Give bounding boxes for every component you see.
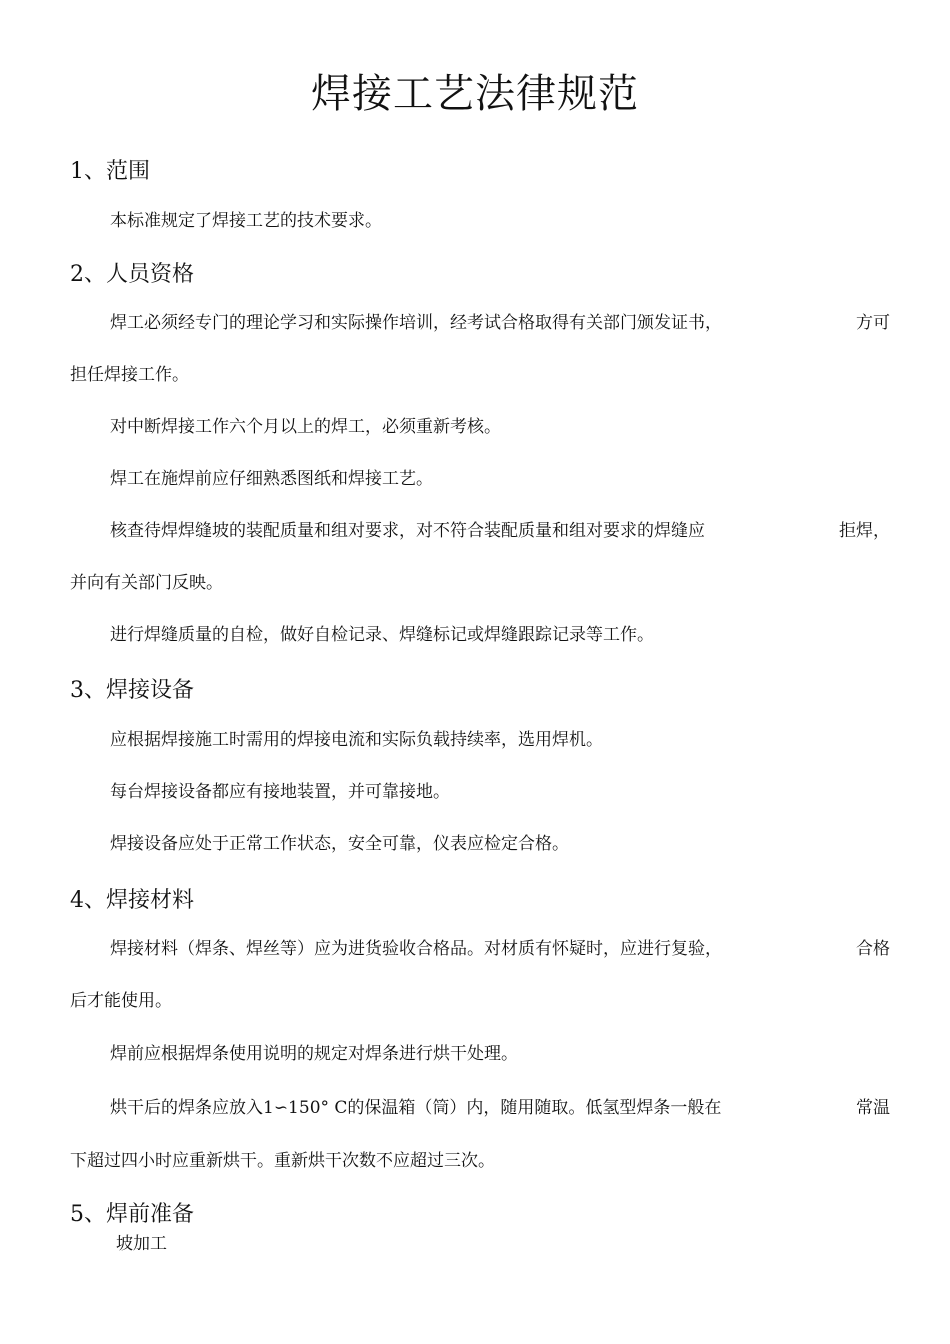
paragraph-text: 烘干后的焊条应放入1∽150° C的保温箱（筒）内，随用随取。低氢型焊条一般在 xyxy=(110,1098,722,1118)
paragraph-line: 焊工在施焊前应仔细熟悉图纸和焊接工艺。 xyxy=(110,469,433,489)
document-title: 焊接工艺法律规范 xyxy=(311,71,639,117)
paragraph-line xyxy=(70,936,890,962)
paragraph-line: 下超过四小时应重新烘干。重新烘干次数不应超过三次。 xyxy=(70,1151,495,1171)
paragraph-text: 常温 xyxy=(856,1098,890,1118)
paragraph-text: 焊接材料（焊条、焊丝等）应为进货验收合格品。对材质有怀疑时，应进行复验， xyxy=(110,939,722,959)
section-heading-personnel: 2、人员资格 xyxy=(70,262,194,287)
paragraph-text: 核查待焊焊缝坡的装配质量和组对要求，对不符合装配质量和组对要求的焊缝应 xyxy=(110,521,705,541)
section-heading-materials: 4、焊接材料 xyxy=(70,888,194,913)
paragraph-text: 合格 xyxy=(856,939,890,959)
paragraph-line xyxy=(70,518,890,544)
paragraph-text: 拒焊， xyxy=(839,521,890,541)
paragraph-line: 并向有关部门反映。 xyxy=(70,573,223,593)
paragraph-line: 应根据焊接施工时需用的焊接电流和实际负载持续率，选用焊机。 xyxy=(110,730,603,750)
paragraph-line xyxy=(70,1095,890,1121)
paragraph-line: 焊接设备应处于正常工作状态，安全可靠，仪表应检定合格。 xyxy=(110,834,569,854)
paragraph-text: 焊工必须经专门的理论学习和实际操作培训，经考试合格取得有关部门颁发证书， xyxy=(110,313,722,333)
paragraph-line: 担任焊接工作。 xyxy=(70,365,189,385)
section-heading-preparation: 5、焊前准备 xyxy=(70,1202,194,1227)
paragraph-line: 每台焊接设备都应有接地装置，并可靠接地。 xyxy=(110,782,450,802)
section-heading-equipment: 3、焊接设备 xyxy=(70,678,194,703)
paragraph-line: 后才能使用。 xyxy=(70,991,172,1011)
paragraph-line: 进行焊缝质量的自检，做好自检记录、焊缝标记或焊缝跟踪记录等工作。 xyxy=(110,625,654,645)
section-heading-scope: 1、范围 xyxy=(70,159,150,184)
paragraph-text: 方可 xyxy=(856,313,890,333)
paragraph-line xyxy=(70,310,890,336)
paragraph-line: 坡加工 xyxy=(116,1234,167,1254)
paragraph-line: 焊前应根据焊条使用说明的规定对焊条进行烘干处理。 xyxy=(110,1044,518,1064)
paragraph-line: 对中断焊接工作六个月以上的焊工，必须重新考核。 xyxy=(110,417,501,437)
paragraph-line: 本标准规定了焊接工艺的技术要求。 xyxy=(110,211,382,231)
